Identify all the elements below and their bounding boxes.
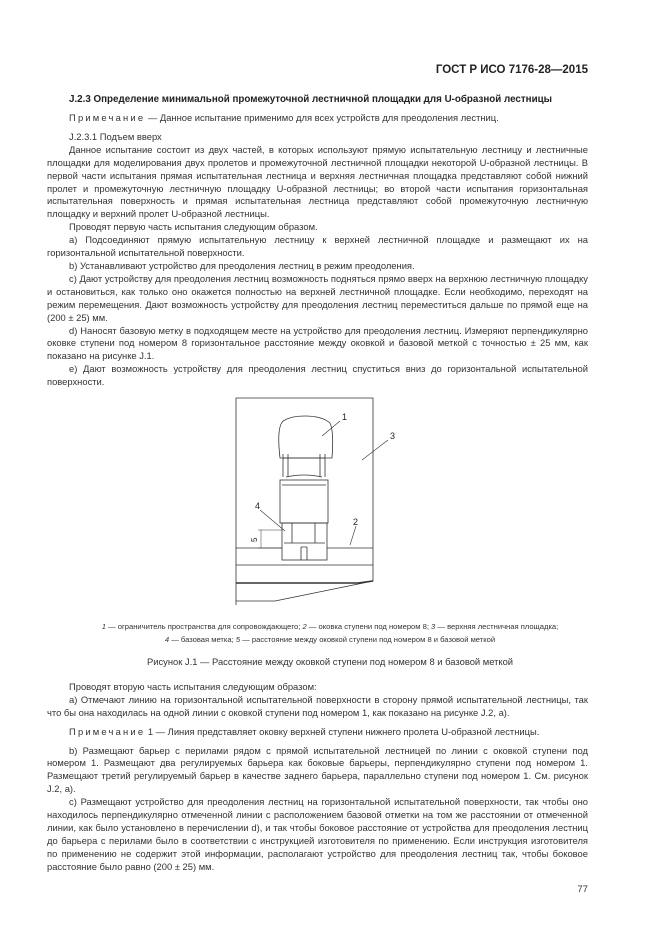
- part2-step-a: a) Отмечают линию на горизонтальной испытательной поверхности в сторону прямой испытательной лестницы, так что бы она находилась на одной линии с оковкой ступени под номером 1, как показано на рисунке J.2, a).: [47, 693, 588, 718]
- legend-text: — ограничитель пространства для сопровождающего;: [105, 622, 303, 632]
- device-body: [280, 480, 328, 523]
- label-2: 2: [353, 517, 359, 528]
- legend-text: — верхняя лестничная площадка;: [435, 622, 559, 632]
- note-label: Примечание: [69, 112, 146, 123]
- label-3: 3: [390, 431, 396, 442]
- legend-num: 5: [235, 634, 241, 644]
- part1-lead: Проводят первую часть испытания следующим образом.: [69, 221, 318, 233]
- part2-lead: Проводят вторую часть испытания следующим образом:: [69, 680, 317, 692]
- step-c: c) Дают устройству для преодоления лестниц возможность подняться прямо вверх на верхнюю лестничную площадку и остановиться, как только оно окажется полностью на верхней лестничной площадке. Если необходимо, переходят на режим перемещения. Дают возможность устройству для преодоления лестниц переместиться дальше по прямой еще на (200 ± 25) мм.: [47, 272, 588, 323]
- step-b: b) Устанавливают устройство для преодоления лестниц в режим преодоления.: [69, 259, 415, 271]
- attendant-space-limiter: [279, 416, 333, 458]
- note-text: — Данное испытание применимо для всех устройств для преодоления лестниц.: [145, 112, 499, 123]
- legend-text: — оковка ступени под номером 8;: [306, 622, 432, 632]
- note: [47, 112, 588, 125]
- section-heading: J.2.3 Определение минимальной промежуточной лестничной площадки для U-образной лестницы: [69, 94, 552, 105]
- legend-text: — базовая метка;: [169, 634, 236, 644]
- intro-paragraph: Данное испытание состоит из двух частей, в которых используют прямую испытательную лестницу и лестничные площадки для моделирования двух пролетов и промежуточной лестничной площадки некоторой U-образной лестницы. В первой части испытания прямая испытательная лестница и верхняя лестничная площадка представляют собой нижний пролет и промежуточную лестничную площадку U-образной лестницы; во второй части испытания горизонтальная испытательная поверхность и прямая испытательная лестница представляют собой промежуточную лестничную площадку и верхний пролет U-образной лестницы.: [47, 143, 588, 220]
- label-5: 5: [250, 537, 259, 543]
- step-a: a) Подсоединяют прямую испытательную лестницу к верхней лестничной площадке и размещают их на горизонтальной испытательной поверхности.: [47, 234, 588, 259]
- legend-num: 1: [101, 622, 106, 632]
- part2-step-c: c) Размещают устройство для преодоления лестниц на горизонтальной испытательной поверхности, так чтобы оно находилось перпендикулярно отмеченной линии с расположением базовой отметки на том же расстоянии от отмеченной линии, как было установлено в перечислении d), и так чтобы боковое расстояние от устройства для преодоления лестниц до барьера с перилами было в соответствии с инструкцией изготовителя по применению. Если инструкция изготовителя по применению не содержит этой информации, располагают устройство для преодоления лестниц так, чтобы боковое расстояние было равно (200 ± 25) мм.: [47, 796, 588, 872]
- legend-num: 3: [431, 622, 436, 632]
- figure-legend: [30, 621, 630, 646]
- note-label: Примечание: [69, 725, 146, 737]
- legend-num: 4: [164, 634, 170, 644]
- step-e: e) Дают возможность устройству для преодоления лестниц спуститься вниз до горизонтальной испытательной поверхности.: [47, 363, 588, 388]
- legend-line: [30, 621, 630, 634]
- note-text: 1 — Линия представляет оковку верхней ступени нижнего пролета U-образной лестницы.: [145, 725, 540, 737]
- legend-num: 2: [302, 622, 307, 632]
- step-d: d) Наносят базовую метку в подходящем месте на устройство для преодоления лестниц. Измеряют перпендикулярно оковке ступени под номером 8 горизонтальное расстояние между оковкой и базовой меткой с точностью ± 25 мм, как показано на рисунке J.1.: [47, 324, 588, 362]
- legend-line: [30, 634, 630, 647]
- handle-posts: [283, 454, 325, 477]
- step-nosing: [236, 548, 373, 565]
- label-4: 4: [255, 501, 261, 512]
- legend-text: — расстояние между оковкой ступени под номером 8 и базовой меткой: [240, 634, 496, 644]
- part2-note: [47, 726, 588, 739]
- figure-j1-drawing: [200, 393, 420, 605]
- page-number: 77: [577, 883, 588, 895]
- figure-title: Рисунок J.1 — Расстояние между оковкой ступени под номером 8 и базовой меткой: [146, 656, 514, 668]
- subsection-heading: J.2.3.1 Подъем вверх: [69, 130, 162, 142]
- part2-step-b: b) Размещают барьер с перилами рядом с прямой испытательной лестницей по линии с оковкой ступени под номером 1. Размещают два регулируемых барьера как боковые барьеры, перпендикулярно ступени под номером 1. Размещают третий регулируемый барьер в качестве заднего барьера, параллельно ступени под номером 1. См. рисунок J.2, a).: [47, 744, 588, 795]
- document-id-header: ГОСТ Р ИСО 7176-28—2015: [435, 64, 588, 76]
- label-1: 1: [342, 412, 348, 423]
- text-column: [47, 93, 588, 917]
- device-base: [282, 523, 327, 560]
